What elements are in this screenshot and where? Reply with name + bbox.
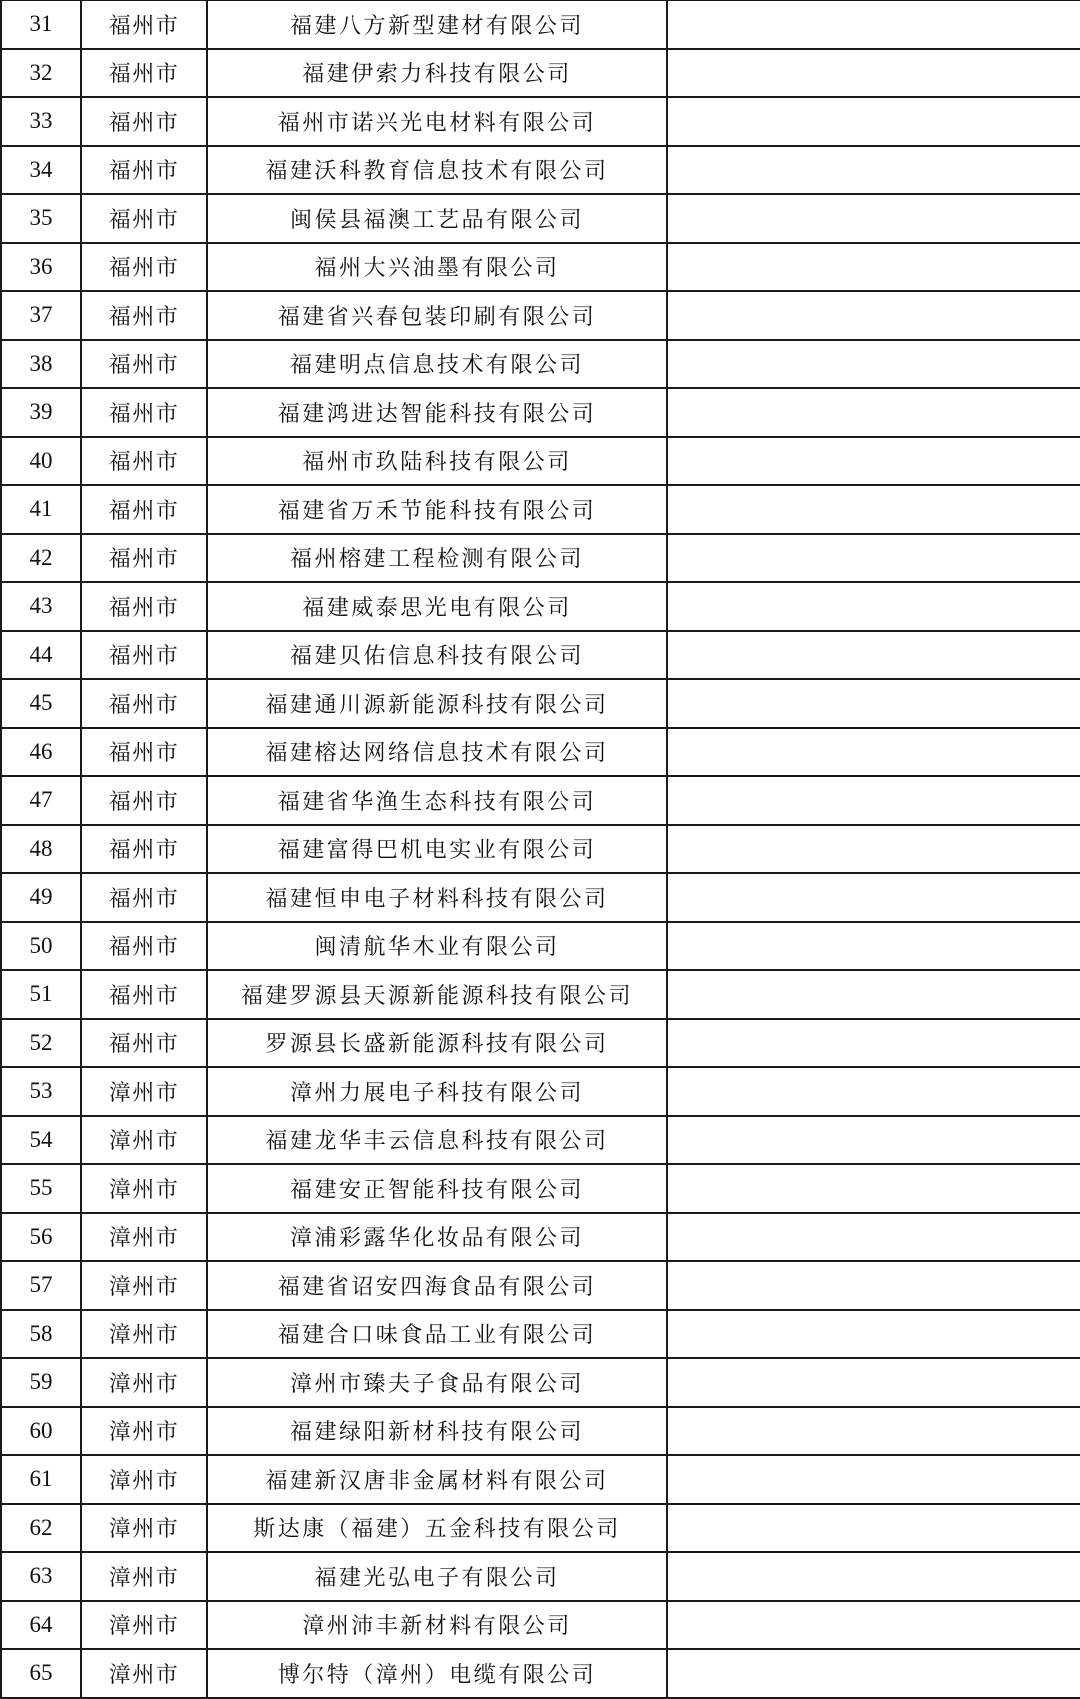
city-cell: 漳州市	[81, 1116, 207, 1165]
company-name-cell: 漳浦彩露华化妆品有限公司	[207, 1213, 667, 1262]
remarks-cell	[667, 825, 1080, 874]
remarks-cell	[667, 582, 1080, 631]
row-number-cell: 52	[1, 1019, 81, 1068]
table-row	[1, 291, 1080, 340]
city-cell: 福州市	[81, 922, 207, 971]
company-name-cell: 福建省兴春包装印刷有限公司	[207, 291, 667, 340]
city-cell: 福州市	[81, 1019, 207, 1068]
row-number-cell: 37	[1, 291, 81, 340]
city-cell: 漳州市	[81, 1407, 207, 1456]
remarks-cell	[667, 873, 1080, 922]
city-cell: 福州市	[81, 49, 207, 98]
row-number-cell: 59	[1, 1358, 81, 1407]
row-number-cell: 58	[1, 1310, 81, 1359]
row-number-cell: 32	[1, 49, 81, 98]
company-name-cell: 闽清航华木业有限公司	[207, 922, 667, 971]
table-row	[1, 1067, 1080, 1116]
remarks-cell	[667, 1504, 1080, 1553]
remarks-cell	[667, 49, 1080, 98]
remarks-cell	[667, 243, 1080, 292]
remarks-cell	[667, 1455, 1080, 1504]
company-name-cell: 福建省万禾节能科技有限公司	[207, 485, 667, 534]
company-name-cell: 福建恒申电子材料科技有限公司	[207, 873, 667, 922]
company-name-cell: 斯达康（福建）五金科技有限公司	[207, 1504, 667, 1553]
remarks-cell	[667, 1019, 1080, 1068]
row-number-cell: 54	[1, 1116, 81, 1165]
city-cell: 福州市	[81, 340, 207, 389]
company-name-cell: 福建合口味食品工业有限公司	[207, 1310, 667, 1359]
row-number-cell: 40	[1, 437, 81, 486]
table-row	[1, 1552, 1080, 1601]
table-row	[1, 146, 1080, 195]
company-name-cell: 福州市玖陆科技有限公司	[207, 437, 667, 486]
row-number-cell: 56	[1, 1213, 81, 1262]
city-cell: 漳州市	[81, 1261, 207, 1310]
company-name-cell: 福建贝佑信息科技有限公司	[207, 631, 667, 680]
city-cell: 福州市	[81, 291, 207, 340]
remarks-cell	[667, 1358, 1080, 1407]
table-row	[1, 922, 1080, 971]
city-cell: 福州市	[81, 243, 207, 292]
city-cell: 漳州市	[81, 1067, 207, 1116]
row-number-cell: 46	[1, 728, 81, 777]
company-name-cell: 博尔特（漳州）电缆有限公司	[207, 1649, 667, 1698]
company-name-cell: 福建龙华丰云信息科技有限公司	[207, 1116, 667, 1165]
row-number-cell: 41	[1, 485, 81, 534]
row-number-cell: 61	[1, 1455, 81, 1504]
row-number-cell: 31	[1, 1, 81, 49]
company-name-cell: 福建富得巴机电实业有限公司	[207, 825, 667, 874]
remarks-cell	[667, 534, 1080, 583]
remarks-cell	[667, 776, 1080, 825]
table-row	[1, 728, 1080, 777]
company-name-cell: 福建新汉唐非金属材料有限公司	[207, 1455, 667, 1504]
company-name-cell: 福建鸿进达智能科技有限公司	[207, 388, 667, 437]
city-cell: 福州市	[81, 631, 207, 680]
city-cell: 漳州市	[81, 1649, 207, 1698]
row-number-cell: 45	[1, 679, 81, 728]
company-name-cell: 福建省华渔生态科技有限公司	[207, 776, 667, 825]
remarks-cell	[667, 631, 1080, 680]
remarks-cell	[667, 146, 1080, 195]
city-cell: 福州市	[81, 776, 207, 825]
city-cell: 福州市	[81, 1, 207, 49]
table-row	[1, 1601, 1080, 1650]
table-row	[1, 485, 1080, 534]
remarks-cell	[667, 1649, 1080, 1698]
city-cell: 福州市	[81, 825, 207, 874]
table-row	[1, 825, 1080, 874]
company-name-cell: 福建省诏安四海食品有限公司	[207, 1261, 667, 1310]
row-number-cell: 48	[1, 825, 81, 874]
row-number-cell: 60	[1, 1407, 81, 1456]
city-cell: 漳州市	[81, 1552, 207, 1601]
company-name-cell: 漳州市臻夫子食品有限公司	[207, 1358, 667, 1407]
table-row	[1, 1455, 1080, 1504]
remarks-cell	[667, 1, 1080, 49]
table-row	[1, 1407, 1080, 1456]
remarks-cell	[667, 679, 1080, 728]
city-cell: 福州市	[81, 146, 207, 195]
city-cell: 福州市	[81, 97, 207, 146]
company-name-cell: 罗源县长盛新能源科技有限公司	[207, 1019, 667, 1068]
remarks-cell	[667, 388, 1080, 437]
remarks-cell	[667, 291, 1080, 340]
city-cell: 福州市	[81, 534, 207, 583]
table-row	[1, 631, 1080, 680]
company-name-cell: 漳州力展电子科技有限公司	[207, 1067, 667, 1116]
city-cell: 漳州市	[81, 1358, 207, 1407]
row-number-cell: 49	[1, 873, 81, 922]
row-number-cell: 43	[1, 582, 81, 631]
table-row	[1, 340, 1080, 389]
company-name-cell: 福州榕建工程检测有限公司	[207, 534, 667, 583]
remarks-cell	[667, 1552, 1080, 1601]
remarks-cell	[667, 1213, 1080, 1262]
city-cell: 漳州市	[81, 1213, 207, 1262]
table-body	[1, 1, 1080, 1698]
remarks-cell	[667, 485, 1080, 534]
company-name-cell: 福建绿阳新材科技有限公司	[207, 1407, 667, 1456]
remarks-cell	[667, 1261, 1080, 1310]
remarks-cell	[667, 1310, 1080, 1359]
company-name-cell: 福建沃科教育信息技术有限公司	[207, 146, 667, 195]
company-name-cell: 福建威泰思光电有限公司	[207, 582, 667, 631]
table-row	[1, 679, 1080, 728]
row-number-cell: 35	[1, 194, 81, 243]
city-cell: 漳州市	[81, 1310, 207, 1359]
city-cell: 福州市	[81, 388, 207, 437]
row-number-cell: 34	[1, 146, 81, 195]
table-row	[1, 1310, 1080, 1359]
row-number-cell: 57	[1, 1261, 81, 1310]
remarks-cell	[667, 97, 1080, 146]
table-row	[1, 1261, 1080, 1310]
row-number-cell: 36	[1, 243, 81, 292]
remarks-cell	[667, 1067, 1080, 1116]
remarks-cell	[667, 340, 1080, 389]
row-number-cell: 47	[1, 776, 81, 825]
table-row	[1, 582, 1080, 631]
row-number-cell: 63	[1, 1552, 81, 1601]
table-row	[1, 437, 1080, 486]
row-number-cell: 62	[1, 1504, 81, 1553]
table-row	[1, 873, 1080, 922]
remarks-cell	[667, 1164, 1080, 1213]
city-cell: 福州市	[81, 873, 207, 922]
remarks-cell	[667, 922, 1080, 971]
row-number-cell: 53	[1, 1067, 81, 1116]
city-cell: 福州市	[81, 970, 207, 1019]
remarks-cell	[667, 970, 1080, 1019]
row-number-cell: 50	[1, 922, 81, 971]
company-name-cell: 福建光弘电子有限公司	[207, 1552, 667, 1601]
table-row	[1, 1019, 1080, 1068]
remarks-cell	[667, 1601, 1080, 1650]
city-cell: 福州市	[81, 728, 207, 777]
row-number-cell: 55	[1, 1164, 81, 1213]
row-number-cell: 38	[1, 340, 81, 389]
company-name-cell: 福建通川源新能源科技有限公司	[207, 679, 667, 728]
company-name-cell: 闽侯县福澳工艺品有限公司	[207, 194, 667, 243]
company-name-cell: 福建罗源县天源新能源科技有限公司	[207, 970, 667, 1019]
row-number-cell: 51	[1, 970, 81, 1019]
table-row	[1, 388, 1080, 437]
table-row	[1, 1504, 1080, 1553]
table-row	[1, 1649, 1080, 1698]
city-cell: 福州市	[81, 679, 207, 728]
row-number-cell: 33	[1, 97, 81, 146]
table-row	[1, 1213, 1080, 1262]
row-number-cell: 64	[1, 1601, 81, 1650]
city-cell: 福州市	[81, 194, 207, 243]
remarks-cell	[667, 728, 1080, 777]
city-cell: 漳州市	[81, 1455, 207, 1504]
row-number-cell: 65	[1, 1649, 81, 1698]
table-row	[1, 243, 1080, 292]
remarks-cell	[667, 194, 1080, 243]
company-name-cell: 福建八方新型建材有限公司	[207, 1, 667, 49]
company-name-cell: 漳州沛丰新材料有限公司	[207, 1601, 667, 1650]
row-number-cell: 42	[1, 534, 81, 583]
table-row	[1, 1, 1080, 49]
city-cell: 漳州市	[81, 1504, 207, 1553]
table-row	[1, 1164, 1080, 1213]
company-name-cell: 福州大兴油墨有限公司	[207, 243, 667, 292]
table-row	[1, 97, 1080, 146]
table-row	[1, 970, 1080, 1019]
city-cell: 福州市	[81, 582, 207, 631]
city-cell: 福州市	[81, 485, 207, 534]
remarks-cell	[667, 1116, 1080, 1165]
company-name-cell: 福建伊索力科技有限公司	[207, 49, 667, 98]
remarks-cell	[667, 437, 1080, 486]
remarks-cell	[667, 1407, 1080, 1456]
table-row	[1, 534, 1080, 583]
company-name-cell: 福建明点信息技术有限公司	[207, 340, 667, 389]
table-row	[1, 1358, 1080, 1407]
table-row	[1, 1116, 1080, 1165]
row-number-cell: 39	[1, 388, 81, 437]
table-row	[1, 194, 1080, 243]
table-row	[1, 49, 1080, 98]
table-row	[1, 776, 1080, 825]
city-cell: 漳州市	[81, 1164, 207, 1213]
row-number-cell: 44	[1, 631, 81, 680]
company-name-cell: 福州市诺兴光电材料有限公司	[207, 97, 667, 146]
city-cell: 漳州市	[81, 1601, 207, 1650]
city-cell: 福州市	[81, 437, 207, 486]
company-name-cell: 福建安正智能科技有限公司	[207, 1164, 667, 1213]
company-name-cell: 福建榕达网络信息技术有限公司	[207, 728, 667, 777]
